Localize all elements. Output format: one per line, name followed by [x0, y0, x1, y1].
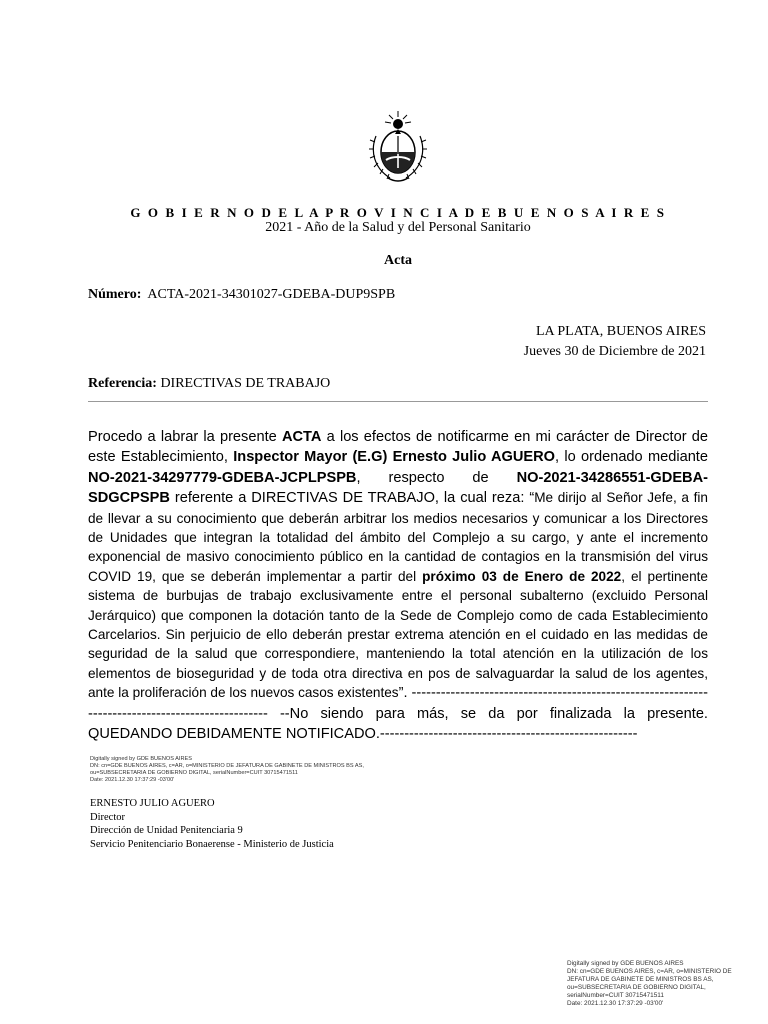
- signer-office: Dirección de Unidad Penitenciaria 9: [90, 825, 243, 836]
- sig2-line-4: ou=SUBSECRETARIA DE GOBIERNO DIGITAL,: [567, 984, 706, 991]
- document-title: Acta: [384, 253, 412, 268]
- signer-organization: Servicio Penitenciario Bonaerense - Ministerio de Justicia: [90, 838, 334, 850]
- sig2-line-6: Date: 2021.12.30 17:37:29 -03'00': [567, 1000, 664, 1007]
- body-text-2: a los efectos de notificarme en mi carácter de Director de este Establecimiento,: [88, 429, 708, 466]
- sig1-line-2: DN: cn=GDE BUENOS AIRES, c=AR, o=MINISTERIO DE JEFATURA DE GABINETE DE MINISTROS BS AS,: [90, 763, 364, 769]
- number-label: Número:: [88, 287, 142, 302]
- sig2-line-1: Digitally signed by GDE BUENOS AIRES: [567, 960, 684, 967]
- body-text-4: , respecto de: [356, 469, 517, 486]
- divider: [88, 401, 708, 402]
- signer-block: [90, 797, 334, 851]
- sig1-line-1: Digitally signed by GDE BUENOS AIRES: [90, 756, 192, 762]
- government-header: G O B I E R N O D E L A P R O V I N C I A D E B U E N O S A I R E S: [130, 205, 666, 220]
- reference-label: Referencia:: [88, 376, 157, 391]
- digital-signature-2: [567, 960, 732, 1008]
- body-bold-note-2: NO-2021-34286551-GDEBA-SDGCPSPB: [88, 469, 708, 507]
- body-text-1: Procedo a labrar la presente: [88, 429, 282, 445]
- document-body: [88, 427, 708, 745]
- digital-signature-1: [90, 756, 364, 784]
- document-place: LA PLATA, BUENOS AIRES: [535, 324, 706, 339]
- sig1-line-3: ou=SUBSECRETARIA DE GOBIERNO DIGITAL, serialNumber=CUIT 30715471511: [90, 770, 298, 776]
- signer-name: ERNESTO JULIO AGUERO: [90, 798, 215, 809]
- document-date: Jueves 30 de Diciembre de 2021: [523, 344, 706, 359]
- number-value: ACTA-2021-34301027-GDEBA-DUP9SPB: [147, 287, 396, 302]
- body-bold-inspector: Inspector Mayor (E.G) Ernesto Julio AGUERO: [233, 449, 556, 466]
- sig1-line-4: Date: 2021.12.30 17:37:29 -03'00': [90, 777, 175, 783]
- document-reference: [88, 376, 330, 392]
- coat-of-arms-icon: [368, 106, 428, 184]
- sig2-line-5: serialNumber=CUIT 30715471511: [567, 992, 664, 999]
- document-number: [88, 287, 395, 303]
- body-quote-1: Me dirijo al Señor Jefe, a fin de llevar a su conocimiento que deberán arbitrar los medios necesarios y comunicar a los Directores de Unidades que integran la totalidad del ámbito del Complejo a su cargo, y ante el incremento exponencial de masivo conocimiento público en la cantidad de contagios en la transmisión del virus COVID 19, que se deberán implementar a partir del: [88, 490, 708, 584]
- body-closing: ”. -------------------------------------------------------------------------------------------------- --No siendo para más, se da por finalizada la presente. QUEDANDO DEBIDAMENTE NOTIFICADO.-----------------------------------------------------: [88, 685, 708, 743]
- year-motto: 2021 - Año de la Salud y del Personal Sanitario: [265, 220, 531, 235]
- body-text-3: , lo ordenado mediante: [555, 449, 708, 466]
- body-bold-acta: ACTA: [281, 429, 322, 445]
- body-text-5: referente a DIRECTIVAS DE TRABAJO, la cual reza: “: [169, 490, 535, 507]
- sig2-line-2: DN: cn=GDE BUENOS AIRES, c=AR, o=MINISTERIO DE: [567, 968, 732, 975]
- reference-value: DIRECTIVAS DE TRABAJO: [160, 376, 331, 391]
- body-bold-date: próximo 03 de Enero de 2022: [422, 568, 622, 584]
- body-bold-note-1: NO-2021-34297779-GDEBA-JCPLPSPB: [88, 469, 357, 486]
- body-quote-2: , el pertinente sistema de burbujas de trabajo exclusivamente entre el personal subalterno (excluido Personal Jerárquico) que componen la dotación tanto de la Sede de Complejo como de cada Establecimiento Carcelarios. Sin perjuicio de ello deberán prestar extrema atención en el cuidado en las medidas de seguridad de la salud que correspondiere, manteniendo la total atención en la utilización de los elementos de bioseguridad y de toda otra directiva en pos de salvaguardar la salud de los agentes, ante la proliferación de los nuevos casos existentes: [88, 568, 708, 701]
- sig2-line-3: JEFATURA DE GABINETE DE MINISTROS BS AS,: [567, 976, 714, 983]
- signer-role: Director: [90, 811, 125, 823]
